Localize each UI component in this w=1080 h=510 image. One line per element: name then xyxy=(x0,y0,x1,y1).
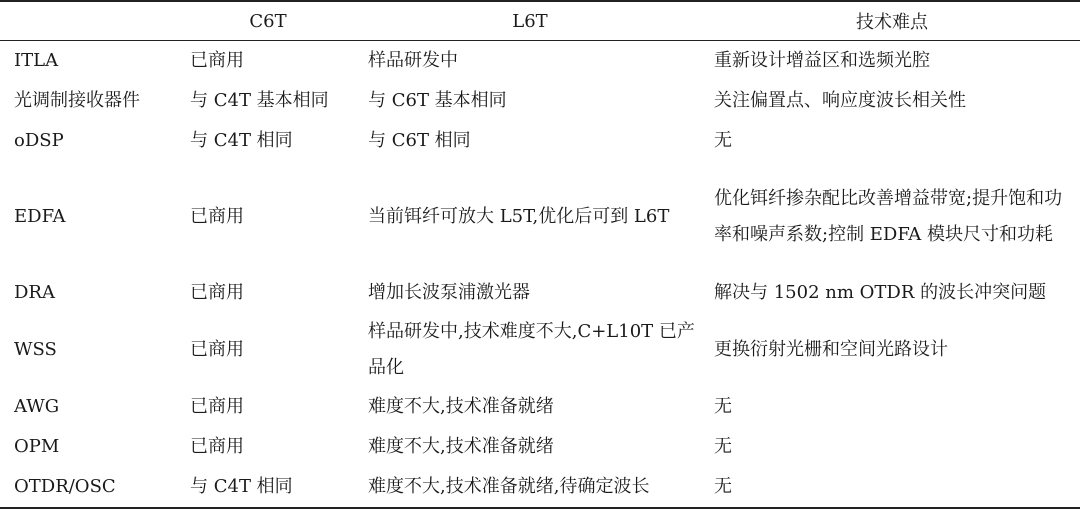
header-cell-component xyxy=(0,1,180,41)
table-row xyxy=(0,467,1080,508)
header-cell-l6t: L6T xyxy=(356,1,704,41)
cell-difficulty: 重新设计增益区和选频光腔 xyxy=(714,50,930,71)
cell-component: ITLA xyxy=(14,50,59,71)
cell-c6t: 已商用 xyxy=(190,282,244,303)
cell-component: AWG xyxy=(14,396,60,417)
table-row xyxy=(0,41,1080,82)
cell-l6t: 难度不大,技术准备就绪 xyxy=(368,436,554,457)
cell-difficulty: 无 xyxy=(704,467,1080,508)
table-header-row xyxy=(0,1,1080,41)
table-row xyxy=(0,81,1080,121)
table-row xyxy=(0,313,1080,387)
cell-c6t: 已商用 xyxy=(190,436,244,457)
cell-component: OTDR/OSC xyxy=(0,467,180,508)
cell-difficulty: 关注偏置点、响应度波长相关性 xyxy=(714,90,966,111)
cell-l6t: 增加长波泵浦激光器 xyxy=(368,282,530,303)
cell-c6t: 与 C4T 相同 xyxy=(190,130,293,151)
cell-c6t: 已商用 xyxy=(190,396,244,417)
table-row xyxy=(0,387,1080,427)
cell-component: DRA xyxy=(14,282,55,303)
cell-difficulty: 无 xyxy=(714,436,732,457)
cell-component: EDFA xyxy=(14,206,66,227)
cell-difficulty: 解决与 1502 nm OTDR 的波长冲突问题 xyxy=(714,282,1047,303)
cell-c6t: 已商用 xyxy=(190,339,244,360)
table-row xyxy=(0,161,1080,273)
table-row xyxy=(0,121,1080,161)
cell-component: OPM xyxy=(14,436,60,457)
cell-difficulty: 优化铒纤掺杂配比改善增益带宽;提升饱和功率和噪声系数;控制 EDFA 模块尺寸和功耗 xyxy=(714,188,1063,245)
cell-c6t: 与 C4T 相同 xyxy=(180,467,356,508)
cell-l6t: 难度不大,技术准备就绪 xyxy=(368,396,554,417)
cell-l6t: 样品研发中,技术难度不大,C+L10T 已产品化 xyxy=(368,321,695,378)
cell-l6t: 与 C6T 相同 xyxy=(368,130,471,151)
cell-c6t: 已商用 xyxy=(190,50,244,71)
cell-component: 光调制接收器件 xyxy=(14,90,140,111)
cell-component: WSS xyxy=(14,339,57,360)
table-row xyxy=(0,427,1080,467)
cell-c6t: 已商用 xyxy=(190,206,244,227)
header-cell-c6t: C6T xyxy=(180,1,356,41)
cell-difficulty: 无 xyxy=(714,130,732,151)
header-cell-technical-difficulty: 技术难点 xyxy=(704,1,1080,41)
table-row xyxy=(0,273,1080,313)
cell-difficulty: 更换衍射光栅和空间光路设计 xyxy=(714,339,948,360)
cell-l6t: 与 C6T 基本相同 xyxy=(368,90,507,111)
cell-c6t: 与 C4T 基本相同 xyxy=(190,90,329,111)
cell-l6t: 难度不大,技术准备就绪,待确定波长 xyxy=(356,467,704,508)
cell-component: oDSP xyxy=(14,130,64,151)
cell-l6t: 样品研发中 xyxy=(368,50,458,71)
cell-difficulty: 无 xyxy=(714,396,732,417)
cell-l6t: 当前铒纤可放大 L5T,优化后可到 L6T xyxy=(368,206,670,227)
